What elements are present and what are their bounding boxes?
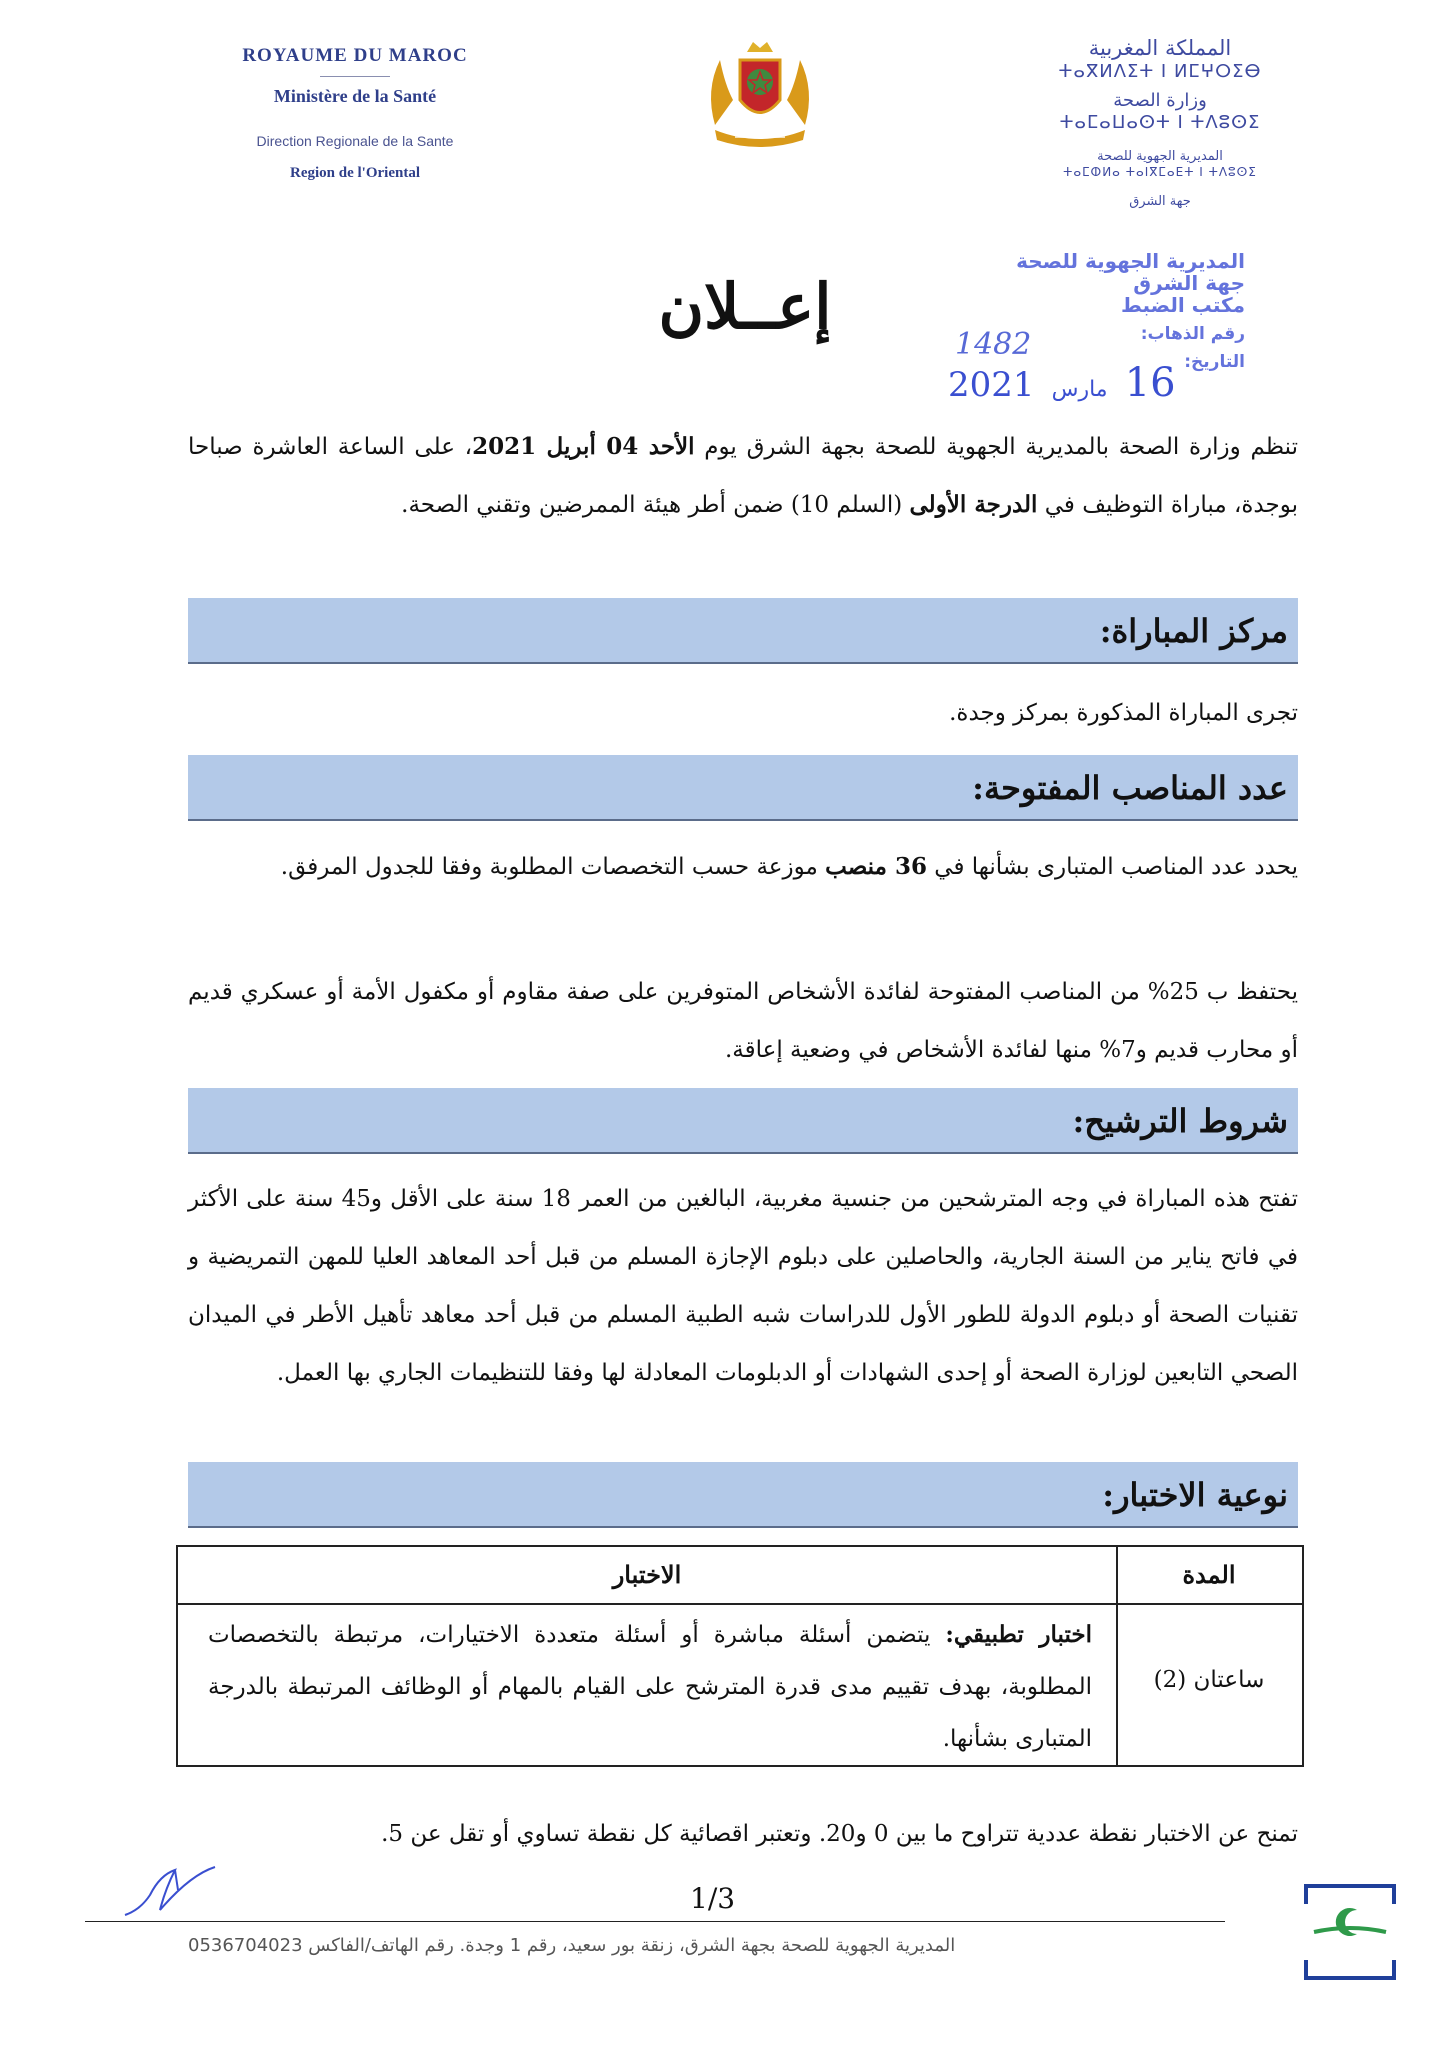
section-title-test: نوعية الاختبار: [1102,1476,1288,1514]
section-title-center: مركز المباراة: [1099,612,1288,650]
intro-grade: الدرجة الأولى [909,491,1038,518]
test-description: يتضمن أسئلة مباشرة أو أسئلة متعددة الاختيارات، مرتبطة بالتخصصات المطلوبة، بهدف تقييم مدى قدرة المترشح على القيام بالمهام أو الوظائف المرتبطة بالدرجة المتبارى بشأنها. [208,1622,1092,1752]
intro-text-3: (السلم 10) ضمن أطر هيئة الممرضين وتقني الصحة. [401,492,910,518]
section-title-conditions: شروط الترشيح: [1072,1102,1288,1140]
stamp-line-2: جهة الشرق [1133,271,1245,295]
reserve-paragraph [188,963,1298,1079]
conditions-text: تفتح هذه المباراة في وجه المترشحين من جنسية مغربية، البالغين من العمر 18 سنة على الأقل و45 سنة على الأكثر في فاتح يناير من السنة الجارية، والحاصلين على دبلوم الإجازة المسلم من قبل أحد المعاهد العليا للمهن التمريضية و تقنيات الصحة أو دبلوم الدولة للطور الأول للدراسات شبه الطبية المسلم من قبل أحد معاهد تأهيل الأطر في الميدان الصحي التابعين لوزارة الصحة أو إحدى الشهادات أو الدبلومات المعادلة لها وفقا للتنظيمات الجاري بها العمل. [188,1186,1298,1386]
stamp-date-month: مارس [1051,377,1108,402]
section-header-center [188,598,1298,664]
table-header-duration: المدة [1182,1560,1236,1589]
posts-count: 36 منصب [825,853,927,880]
table-header-test: الاختبار [612,1560,682,1589]
intro-paragraph [188,418,1298,534]
ministry-name-ar: وزارة الصحة [1113,89,1207,111]
kingdom-name-ar: المملكة المغربية [1088,36,1232,60]
section-header-posts [188,755,1298,821]
stamp-ref-label: رقم الذهاب: [1140,324,1245,344]
section-header-test [188,1462,1298,1528]
table-cell-test [208,1609,1092,1765]
intro-date: الأحد 04 أبريل 2021 [472,433,695,460]
signature-icon [120,1855,230,1925]
stamp-date-day: 16 [1124,360,1176,406]
royal-emblem-icon [695,30,825,150]
ministry-name-tz: ⵜⴰⵎⴰⵡⴰⵙⵜ ⵏ ⵜⴷⵓⵙⵉ [1059,112,1261,134]
registry-stamp [945,250,1245,372]
ministry-logo-icon [1302,1882,1398,1982]
stamp-ref-number: 1482 [955,327,1032,362]
center-text: تجرى المباراة المذكورة بمركز وجدة. [949,700,1298,726]
stamp-date [948,360,1176,406]
intro-text-2: ، على الساعة العاشرة صباحا بوجدة، مباراة التوظيف في [188,434,1298,518]
table-header-divider [178,1603,1302,1605]
table-cell-duration: ساعتان (2) [1153,1667,1265,1693]
region-name-fr: Region de l'Oriental [290,165,420,181]
stamp-line-3: مكتب الضبط [1121,293,1245,317]
direction-name-tz: ⵜⴰⵎⵀⵍⴰ ⵜⴰⵏⴳⵎⴰⴹⵜ ⵏ ⵜⴷⵓⵙⵉ [1063,165,1257,179]
region-name-ar: جهة الشرق [1129,194,1191,209]
test-type-label: اختبار تطبيقي: [945,1621,1092,1648]
direction-name-fr: Direction Regionale de la Sante [256,133,454,149]
ministry-name-fr: Ministère de la Santé [273,86,437,106]
page-number: 1/3 [690,1882,736,1915]
posts-text-1: يحدد عدد المناصب المتبارى بشأنها في [926,854,1298,880]
posts-text-2: موزعة حسب التخصصات المطلوبة وفقا للجدول المرفق. [280,854,826,880]
stamp-date-year: 2021 [948,365,1035,405]
stamp-date-label: التاريخ: [1184,352,1245,372]
footer-address: المديرية الجهوية للصحة بجهة الشرق، زنقة بور سعيد، رقم 1 وجدة. رقم الهاتف/الفاكس 0536704023 [188,1935,956,1956]
kingdom-name-tz: ⵜⴰⴳⵍⴷⵉⵜ ⵏ ⵍⵎⵖⵔⵉⴱ [1058,61,1262,83]
header-french-block [200,45,510,182]
direction-name-ar: المديرية الجهوية للصحة [1097,148,1223,164]
intro-text-1: تنظم وزارة الصحة بالمديرية الجهوية للصحة بجهة الشرق يوم [694,434,1298,460]
stamp-line-1: المديرية الجهوية للصحة [1016,249,1245,273]
footer-divider [85,1921,1225,1922]
conditions-paragraph [188,1170,1298,1402]
page-title: إعــلان [658,270,832,343]
header-arabic-block [1020,35,1300,210]
header-divider [320,76,390,77]
center-paragraph [188,684,1298,742]
reserve-text: يحتفظ ب 25% من المناصب المفتوحة لفائدة الأشخاص المتوفرين على صفة مقاوم أو مكفول الأمة أو عسكري قديم أو محارب قديم و7% منها لفائدة الأشخاص في وضعية إعاقة. [188,979,1298,1063]
posts-paragraph [188,838,1298,896]
kingdom-name-fr: ROYAUME DU MAROC [242,45,468,66]
section-title-posts: عدد المناصب المفتوحة: [972,769,1288,807]
grading-text: تمنح عن الاختبار نقطة عددية تتراوح ما بين 0 و20. وتعتبر اقصائية كل نقطة تساوي أو تقل عن 5. [381,1821,1298,1847]
test-table [176,1545,1304,1767]
grading-paragraph [188,1805,1298,1863]
section-header-conditions [188,1088,1298,1154]
